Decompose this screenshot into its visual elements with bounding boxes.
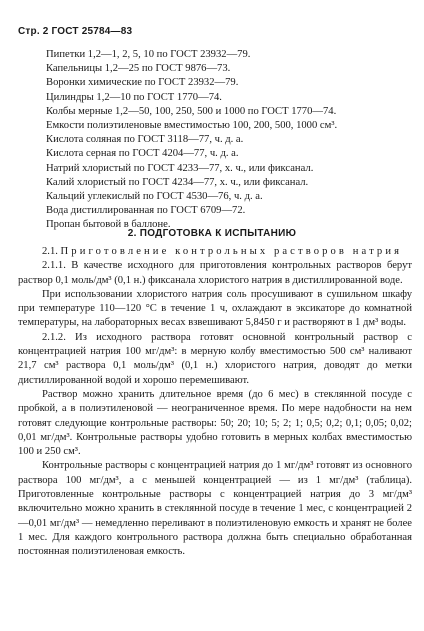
subsection-number: 2.1. <box>42 246 58 257</box>
list-item: Колбы мерные 1,2—50, 100, 250, 500 и 1000 по ГОСТ 1770—74. <box>46 105 337 117</box>
subsection-title: Приготовление контрольных растворов натрия <box>60 246 403 257</box>
paragraph: 2.1.1. В качестве исходного для приготовления контрольных растворов берут раствор 0,1 моль/дм³ (0,1 н.) фиксанала хлористого натрия в дистиллированной воде. <box>18 260 412 286</box>
list-item: Емкости полиэтиленовые вместимостью 100, 200, 500, 1000 см³. <box>46 119 338 131</box>
section-body <box>18 245 412 560</box>
list-item: Воронки химические по ГОСТ 23932—79. <box>46 77 239 89</box>
list-item: Кислота серная по ГОСТ 4204—77, ч. д. а. <box>46 148 239 160</box>
subsection-heading <box>18 245 412 259</box>
list-item: Калий хлористый по ГОСТ 4234—77, х. ч., или фиксанал. <box>46 176 309 188</box>
paragraph: Раствор можно хранить длительное время (до 6 мес) в стеклянной посуде с пробкой, а в полиэтиленовой — неограниченное время. По мере надобности на нем готовят следующие контрольные растворы: 50; 20; 10; 5; 2; 1; 0,5; 0,2; 0,1; 0,05; 0,02; 0,01 мг/дм³. Контрольные растворы удобно готовить в мерных колбах вместимостью 100 и 250 см³. <box>18 388 412 458</box>
list-item: Пипетки 1,2—1, 2, 5, 10 по ГОСТ 23932—79. <box>46 49 251 60</box>
paragraph: 2.1.2. Из исходного раствора готовят основной контрольный раствор с концентрацией натрия 100 мг/дм³: в мерную колбу вместимостью 500 см³ наливают 21,7 см³ раствора 0,1 моль/дм³ (0,1 н.) хлористого натрия, доводят до метки дистиллированной водой и хорошо перемешивают. <box>18 331 412 386</box>
list-item: Натрий хлористый по ГОСТ 4233—77, х. ч., или фиксанал. <box>46 162 314 174</box>
list-item: Кальций углекислый по ГОСТ 4530—76, ч. д. а. <box>46 190 263 202</box>
paragraph: Контрольные растворы с концентрацией натрия до 1 мг/дм³ готовят из основного раствора 100 мг/дм³, а с меньшей концентрацией — из 1 мг/дм³ (таблица). Приготовленные контрольные растворы с концентрацией натрия до 3 мг/дм³ включительно можно хранить в стеклянной посуде в течение 1 мес, с концентрацией 2—0,01 мг/дм³ — немедленно переливают в полиэтиленовую емкость и хранят не более 1 мес. Для каждого контрольного раствора должна быть специально обработанная постоянная полиэтиленовая емкость. <box>18 460 412 558</box>
list-item: Кислота соляная по ГОСТ 3118—77, ч. д. а. <box>46 134 244 146</box>
list-item: Пропан бытовой в баллоне. <box>46 219 171 231</box>
list-item: Цилиндры 1,2—10 по ГОСТ 1770—74. <box>46 91 222 103</box>
list-item: Капельницы 1,2—25 по ГОСТ 9876—73. <box>46 63 231 75</box>
paragraph: При использовании хлористого натрия соль просушивают в сушильном шкафу при температуре 110—120 °С в течение 1 ч, охлаждают в эксикаторе до комнатной температуры, на лабораторных весах взвешивают 5,8450 г и растворяют в 1 дм³ воды. <box>18 288 412 329</box>
reagents-list <box>46 48 416 232</box>
list-item: Вода дистиллированная по ГОСТ 6709—72. <box>46 205 246 217</box>
section-title: 2. ПОДГОТОВКА К ИСПЫТАНИЮ <box>127 228 297 239</box>
page-header: Стр. 2 ГОСТ 25784—83 <box>18 26 133 37</box>
